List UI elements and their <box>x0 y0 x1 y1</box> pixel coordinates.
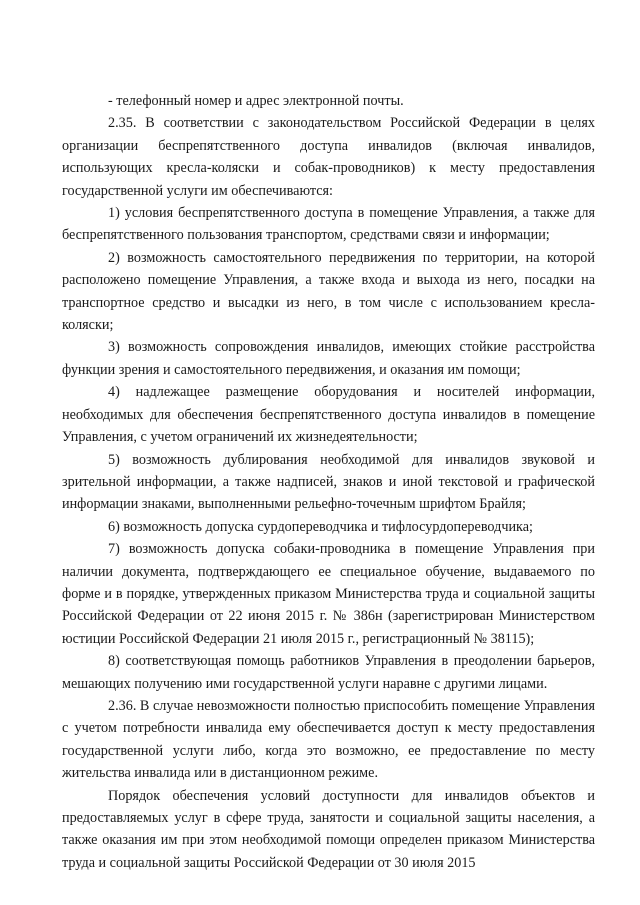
paragraph-2-35: 2.35. В соответствии с законодательством Российской Федерации в целях организации беспрепятственного доступа инвалидов (включая инвалидов, использующих кресла-коляски и собак-проводников) к месту предоставления государственной услуги им обеспечиваются: <box>62 115 595 199</box>
document-body <box>62 90 595 874</box>
list-item-1: 1) условия беспрепятственного доступа в помещение Управления, а также для беспрепятственного пользования транспортом, средствами связи и информации; <box>62 205 595 244</box>
paragraph-contact-info: - телефонный номер и адрес электронной почты. <box>108 93 404 109</box>
list-item-7: 7) возможность допуска собаки-проводника в помещение Управления при наличии документа, подтверждающего ее специальное обучение, выдаваемого по форме и в порядке, утвержденных приказом Министерства труда и социальной защиты Российской Федерации от 22 июня 2015 г. № 386н (зарегистрирован Министерством юстиции Российской Федерации 21 июля 2015 г., регистрационный № 38115); <box>62 541 595 647</box>
list-item-3: 3) возможность сопровождения инвалидов, имеющих стойкие расстройства функции зрения и самостоятельного передвижения, и оказания им помощи; <box>62 339 595 378</box>
list-item-2: 2) возможность самостоятельного передвижения по территории, на которой расположено помещение Управления, а также входа и выхода из него, посадки на транспортное средство и высадки из него, в том числе с использованием кресла-коляски; <box>62 249 595 334</box>
list-item-6: 6) возможность допуска сурдопереводчика и тифлосурдопереводчика; <box>108 518 533 535</box>
list-item-4: 4) надлежащее размещение оборудования и носителей информации, необходимых для обеспечения беспрепятственного доступа инвалидов в помещение Управления, с учетом ограничений их жизнедеятельности; <box>62 384 595 446</box>
paragraph-2-36: 2.36. В случае невозможности полностью приспособить помещение Управления с учетом потребности инвалида ему обеспечивается доступ к месту предоставления государственной услуги либо, когда это возможно, ее предоставление по месту жительства инвалида или в дистанционном режиме. <box>62 697 595 782</box>
paragraph-procedure: Порядок обеспечения условий доступности для инвалидов объектов и предоставляемых услуг в сфере труда, занятости и социальной защиты населения, а также оказания им при этом необходимой помощи определен приказом Министерства труда и социальной защиты Российской Федерации от 30 июля 2015 <box>62 787 595 871</box>
list-item-5: 5) возможность дублирования необходимой для инвалидов звуковой и зрительной информации, а также надписей, знаков и иной текстовой и графической информации знаками, выполненными рельефно-точечным шрифтом Брайля; <box>62 451 595 513</box>
list-item-8: 8) соответствующая помощь работников Управления в преодолении барьеров, мешающих получению ими государственной услуги наравне с другими лицами. <box>62 653 595 692</box>
